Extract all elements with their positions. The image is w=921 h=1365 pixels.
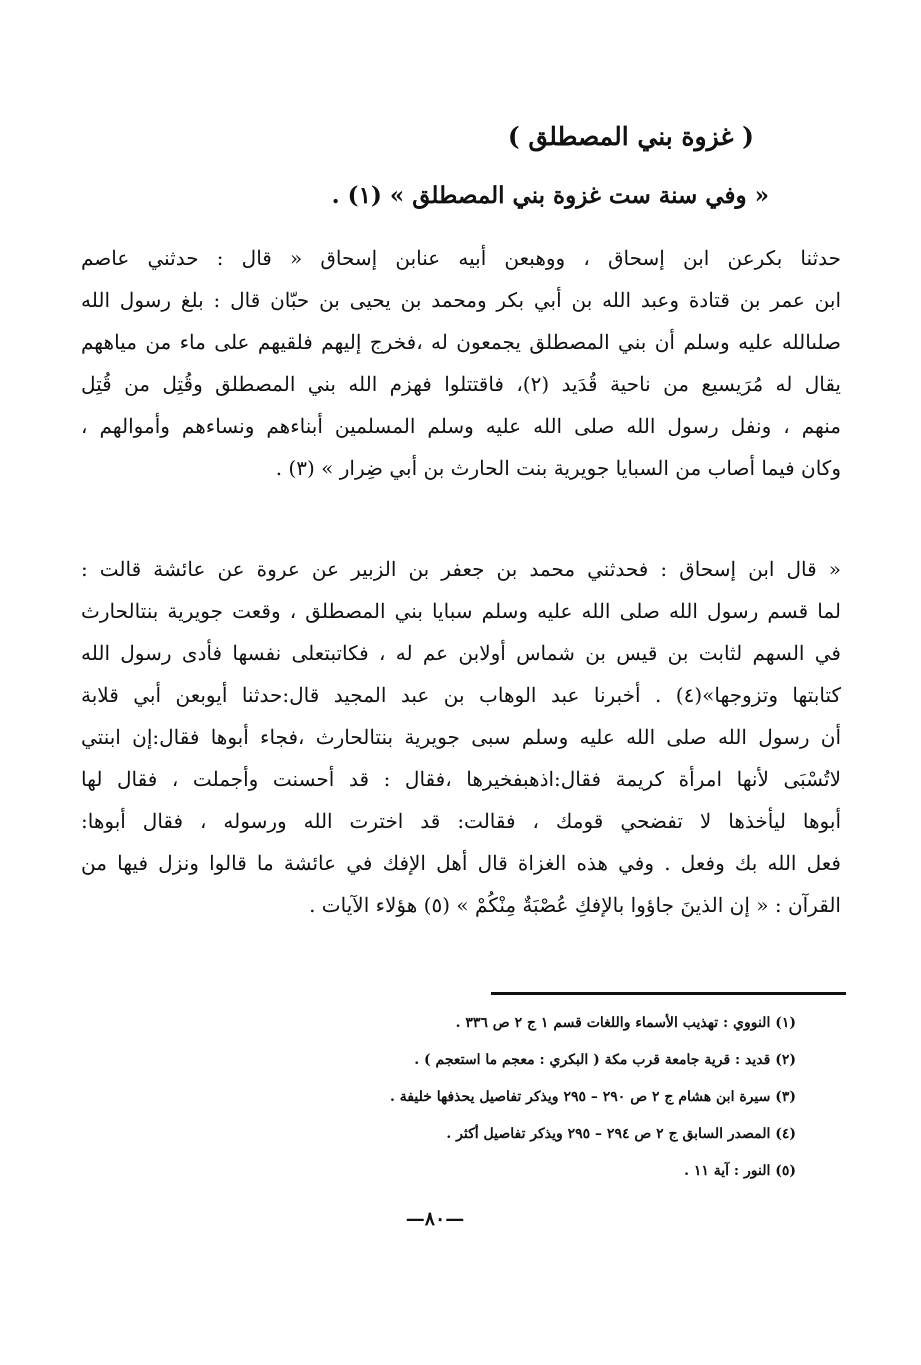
paragraph-line: كتابتها وتزوجها»(٤) . أخبرنا عبد الوهاب بن عبد المجيد قال:حدثنا أيوبعن أبي قلابة xyxy=(81,683,841,707)
intro-statement: « وفي سنة ست غزوة بني المصطلق » (١) . xyxy=(331,182,769,209)
footnote: (٤) المصدر السابق ج ٢ ص ٢٩٤ – ٢٩٥ ويذكر تفاصيل أكثر . xyxy=(446,1126,796,1142)
paragraph-2 xyxy=(81,548,841,926)
footnote: (٣) سيرة ابن هشام ج ٢ ص ٢٩٠ – ٢٩٥ ويذكر تفاصيل يحذفها خليفة . xyxy=(390,1089,796,1105)
paragraph-line: في السهم لثابت بن قيس بن شماس أولابن عم له ، فكاتبتعلى نفسها فأدى رسول الله xyxy=(81,641,841,665)
paragraph-line: القرآن : « إن الذينَ جاؤوا بالإفكِ عُصْبَةٌ مِنْكُمْ » (٥) هؤلاء الآيات . xyxy=(309,893,841,917)
paragraph-line: « قال ابن إسحاق : فحدثني محمد بن جعفر بن الزبير عن عروة عن عائشة قالت : xyxy=(81,557,841,581)
paragraph-1 xyxy=(81,237,841,489)
section-heading: ( غزوة بني المصطلق ) xyxy=(507,122,754,151)
footnote: (١) النووي : تهذيب الأسماء واللغات قسم ١ ج ٢ ص ٣٣٦ . xyxy=(455,1015,796,1031)
paragraph-line: يقال له مُرَيسيع من ناحية قُدَيد (٢)، فاقتتلوا فهزم الله بني المصطلق وقُتِل من قُتِل xyxy=(81,372,841,396)
paragraph-line: لاتُسْبَى لأنها امرأة كريمة فقال:اذهبفخيرها ،فقال : قد أحسنت وأجملت ، فقال لها xyxy=(81,767,841,791)
footnote: (٥) النور : آية ١١ . xyxy=(684,1163,796,1179)
footnote: (٢) قديد : قرية جامعة قرب مكة ( البكري : معجم ما استعجم ) . xyxy=(414,1052,796,1068)
paragraph-line: أن رسول الله صلى الله عليه وسلم سبى جويرية بنتالحارث ،فجاء أبوها فقال:إن ابنتي xyxy=(81,725,841,749)
paragraph-line: وكان فيما أصاب من السبايا جويرية بنت الحارث بن أبي ضِرار » (٣) . xyxy=(275,456,841,480)
paragraph-line: حدثنا بكرعن ابن إسحاق ، ووهبعن أبيه عنابن إسحاق « قال : حدثني عاصم xyxy=(81,246,841,270)
paragraph-line: ابن عمر بن قتادة وعبد الله بن أبي بكر ومحمد بن يحيى بن حبّان قال : بلغ رسول الله xyxy=(81,288,841,312)
footnotes xyxy=(196,1011,796,1196)
paragraph-line: صلىالله عليه وسلم أن بني المصطلق يجمعون له ،فخرج إليهم فلقيهم على ماء من مياههم xyxy=(81,330,841,354)
paragraph-line: فعل الله بك وفعل . وفي هذه الغزاة قال أهل الإفك في عائشة ما قالوا ونزل فيها من xyxy=(81,851,841,875)
paragraph-line: منهم ، ونفل رسول الله صلى الله عليه وسلم المسلمين أبناءهم ونساءهم وأموالهم ، xyxy=(81,414,841,438)
page-number: —٨٠— xyxy=(405,1208,465,1230)
paragraph-line: لما قسم رسول الله صلى الله عليه وسلم سبايا بني المصطلق ، وقعت جويرية بنتالحارث xyxy=(81,599,841,623)
footnote-divider xyxy=(491,992,846,995)
paragraph-line: أبوها ليأخذها لا تفضحي قومك ، فقالت: قد اخترت الله ورسوله ، فقال أبوها: xyxy=(81,809,841,833)
